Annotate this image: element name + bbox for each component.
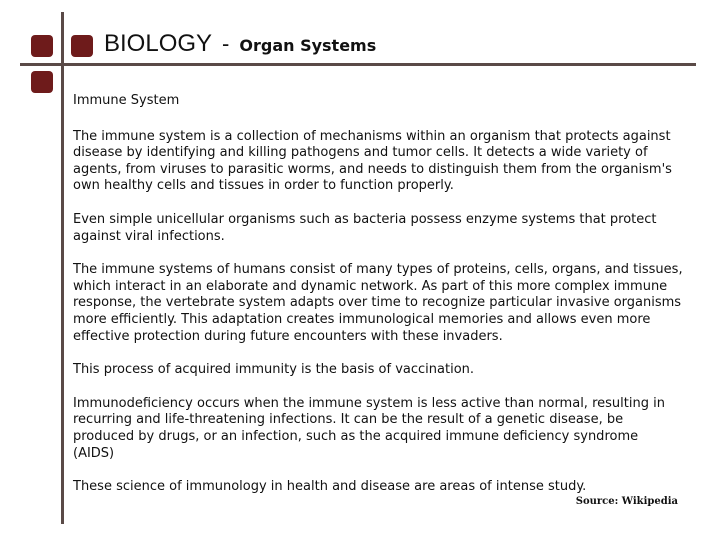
paragraph-3: The immune systems of humans consist of many types of proteins, cells, organs, and tissues, which interact in an elaborate and dynamic network. As part of this more complex immune response, the vertebrate system adapts over time to recognize particular invasive organisms more efficiently. This adaptation creates immunological memories and allows even more effective protection during future encounters with these invaders.: [73, 262, 683, 344]
section-heading: Immune System: [73, 93, 180, 108]
slide-body: [73, 93, 683, 513]
title-separator: -: [222, 31, 230, 56]
horizontal-rule: [20, 63, 696, 66]
decorative-square-1: [31, 35, 53, 57]
vertical-rule: [61, 12, 64, 524]
source-citation: Source: Wikipedia: [575, 496, 678, 507]
title-main: BIOLOGY: [104, 30, 213, 57]
slide-title: [104, 30, 376, 58]
paragraph-5: Immunodeficiency occurs when the immune system is less active than normal, resulting in recurring and life-threatening infections. It can be the result of a genetic disease, be produced by drugs, or an infection, such as the acquired immune deficiency syndrome (AIDS): [73, 395, 665, 461]
decorative-square-2: [71, 35, 93, 57]
title-subtitle: Organ Systems: [239, 36, 377, 55]
decorative-square-3: [31, 71, 53, 93]
paragraph-6: These science of immunology in health and disease are areas of intense study.: [73, 479, 587, 495]
paragraph-2: Even simple unicellular organisms such as bacteria possess enzyme systems that protect against viral infections.: [73, 211, 657, 244]
paragraph-4: This process of acquired immunity is the basis of vaccination.: [73, 362, 475, 378]
paragraph-1: The immune system is a collection of mechanisms within an organism that protects against disease by identifying and killing pathogens and tumor cells. It detects a wide variety of agents, from viruses to parasitic worms, and needs to distinguish them from the organism's own healthy cells and tissues in order to function properly.: [73, 128, 672, 194]
